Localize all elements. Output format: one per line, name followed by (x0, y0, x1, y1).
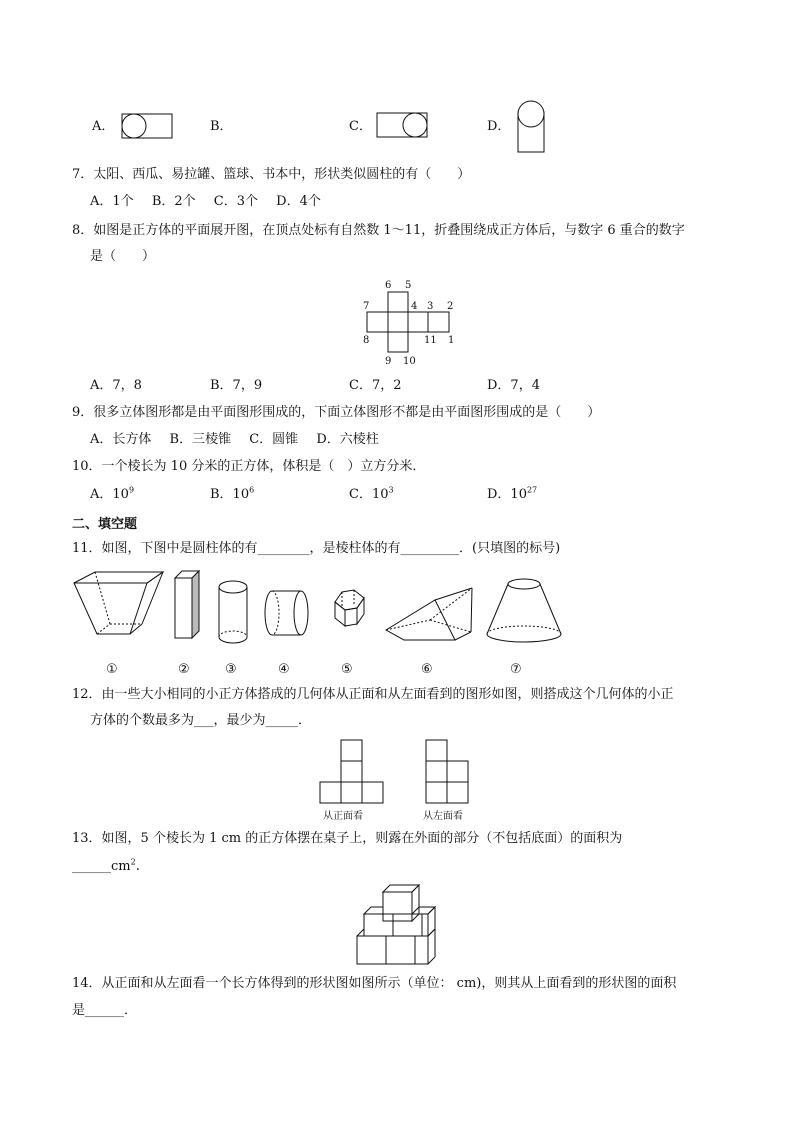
q8-net-label-3: 3 (427, 301, 434, 312)
q12-stem-line1: 12．由一些大小相同的小正方体搭成的几何体从正面和从左面看到的图形如图，则搭成这个几何体的小正 (72, 687, 674, 702)
q8-stem-line2: 是（ ） (90, 249, 156, 264)
solid-1-trapezoidal-prism (74, 572, 163, 634)
front-view-caption: 从正面看 (323, 811, 363, 822)
q9-option-c: C．圆锥 (249, 432, 299, 447)
q12-stem-line2: 方体的个数最多为___，最少为_____． (90, 713, 312, 728)
q8-net-label-2: 2 (447, 301, 454, 312)
q8-net-label-1: 1 (448, 335, 455, 346)
solid-7-frustum (487, 579, 561, 642)
q6-option-b-letter: B． (210, 119, 233, 134)
q11-label-1: ① (106, 662, 118, 677)
q10-option-a-exp: 9 (128, 485, 135, 495)
front-view (320, 740, 383, 803)
q11-label-4: ④ (278, 662, 290, 677)
q14-stem-line2: 是______． (72, 1003, 138, 1018)
q7-stem: 7．太阳、西瓜、易拉罐、篮球、书本中，形状类似圆柱的有（ ） (72, 167, 471, 182)
q6-option-c-letter: C． (349, 119, 372, 134)
q8-net-label-10: 10 (403, 356, 416, 367)
q6-option-a-letter: A． (92, 119, 115, 134)
q12-views-figure (318, 738, 478, 824)
q11-label-2: ② (178, 662, 190, 677)
q6-figure-d (515, 100, 547, 156)
q7-options (90, 193, 335, 211)
q10-option-b (210, 486, 254, 504)
q8-net-label-7: 7 (363, 301, 370, 312)
q10-option-d-exp: 27 (526, 485, 538, 495)
q6-option-d (487, 118, 510, 136)
q10-option-b-base: B．10 (210, 487, 250, 502)
q10-option-a (90, 486, 134, 504)
q11-stem: 11．如图，下图中是圆柱体的有________，是棱柱体的有_________．(只填图的标号) (72, 541, 561, 556)
q11-label-5: ⑤ (341, 662, 353, 677)
q10-option-d-base: D．10 (487, 487, 527, 502)
q6-option-c (349, 118, 372, 136)
q8-net-label-6: 6 (385, 280, 392, 291)
q9-option-b: B．三棱锥 (169, 432, 232, 447)
q6-figure-c (376, 112, 430, 140)
q6-option-b (210, 118, 233, 136)
section-title-fill-in: 二、填空题 (72, 517, 138, 532)
q6-figure-a (120, 113, 174, 141)
q11-label-6: ⑥ (421, 662, 433, 677)
solid-4-cylinder-horizontal (265, 591, 308, 635)
q8-net-label-9: 9 (385, 356, 392, 367)
q11-label-7: ⑦ (510, 662, 522, 677)
q6-option-a (92, 118, 114, 136)
q8-net-label-11: 11 (424, 335, 437, 346)
q8-net-label-5: 5 (405, 280, 412, 291)
q13-cubes-figure (354, 882, 440, 966)
q13-stem-line2 (72, 858, 140, 876)
q7-option-a: A．1个 (90, 194, 134, 209)
q14-stem-line1: 14．从正面和从左面看一个长方体得到的形状图如图所示（单位： cm)，则其从上面看到的形状图的面积 (72, 976, 677, 991)
q10-option-d (487, 486, 537, 504)
q10-option-b-exp: 6 (249, 485, 255, 495)
solid-5-hexagonal-prism (335, 590, 364, 626)
q10-option-c (349, 486, 394, 504)
q8-stem-line1: 8．如图是正方体的平面展开图，在顶点处标有自然数 1～11，折叠围绕成正方体后，与数字 6 重合的数字 (72, 223, 685, 238)
q10-stem: 10．一个棱长为 10 分米的正方体，体积是（ ）立方分米． (72, 459, 426, 474)
q13-blank: ______cm (72, 859, 131, 874)
solid-2-cuboid (175, 571, 199, 638)
q7-option-b: B．2个 (151, 194, 196, 209)
q8-cube-net (358, 278, 462, 370)
q7-option-d: D．4个 (276, 194, 321, 209)
q8-option-d: D．7，4 (487, 378, 540, 393)
q13-stem-line1: 13．如图，5 个棱长为 1 cm 的正方体摆在桌子上，则露在外面的部分（不包括底面）的面积为 (72, 831, 623, 846)
q9-option-d: D．六棱柱 (316, 432, 379, 447)
q8-net-label-8: 8 (363, 335, 370, 346)
q8-net-label-4: 4 (411, 301, 418, 312)
q9-options (90, 431, 393, 449)
left-view (426, 740, 468, 803)
q7-option-c: C．3个 (213, 194, 258, 209)
q10-option-c-base: C．10 (349, 487, 389, 502)
q8-option-c: C．7，2 (349, 378, 402, 393)
q10-option-a-base: A．10 (90, 487, 129, 502)
solid-3-cylinder (219, 581, 247, 643)
q13-period: . (135, 859, 140, 874)
q6-option-d-letter: D． (487, 119, 511, 134)
q10-option-c-exp: 3 (388, 485, 394, 495)
q9-option-a: A．长方体 (90, 432, 152, 447)
q13-unit-exp: 2 (130, 857, 136, 867)
q8-option-a: A．7，8 (90, 378, 142, 393)
left-view-caption: 从左面看 (423, 811, 463, 822)
q11-solids-figure (70, 570, 570, 680)
q8-option-b: B．7，9 (210, 378, 263, 393)
q11-label-3: ③ (225, 662, 237, 677)
q9-stem: 9．很多立体图形都是由平面图形围成的，下面立体图形不都是由平面图形围成的是（ ） (72, 405, 601, 420)
solid-6-triangular-prism (386, 588, 472, 640)
